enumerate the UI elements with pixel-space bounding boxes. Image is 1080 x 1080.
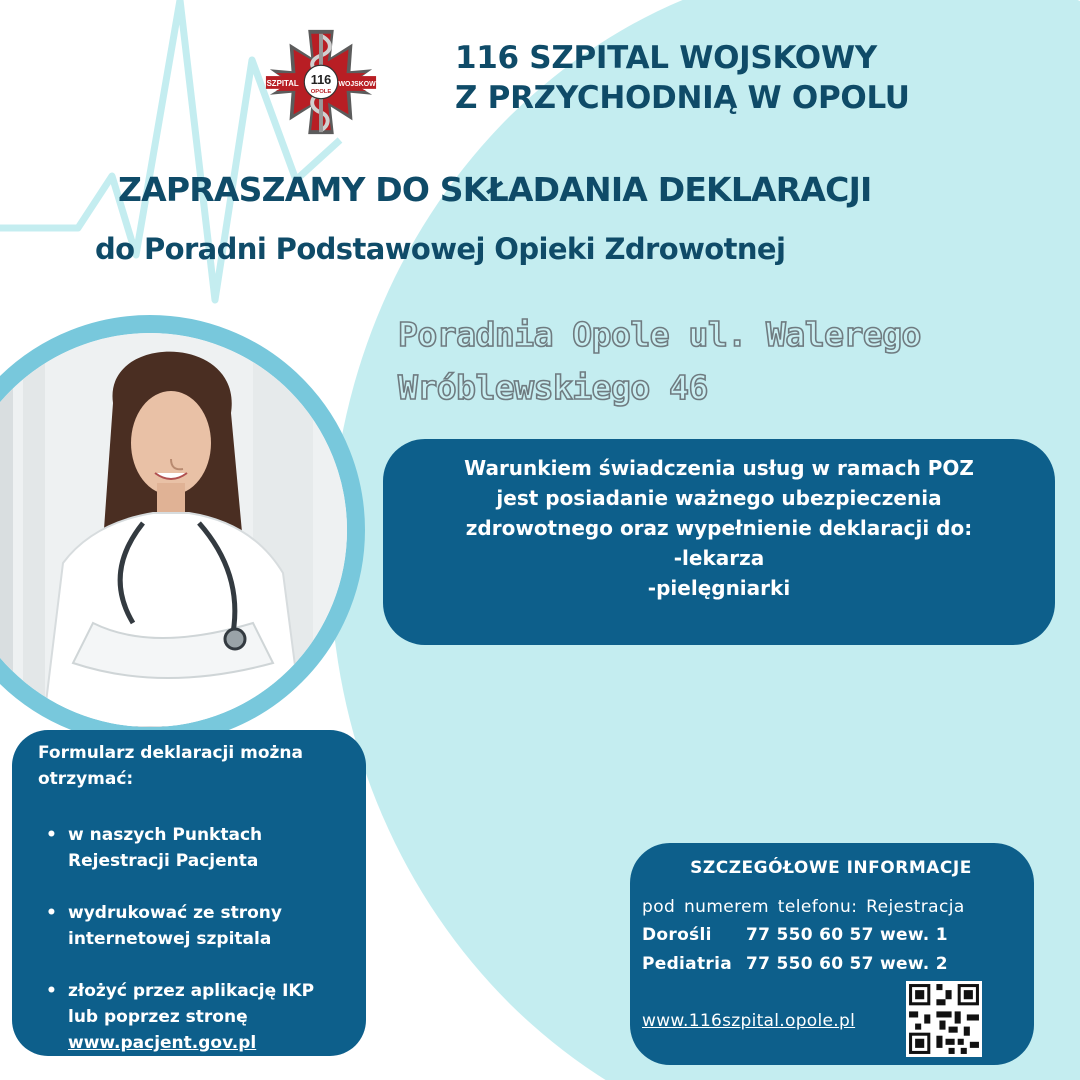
address-line2: Wróblewskiego 46 <box>398 368 708 407</box>
conditions-line1: Warunkiem świadczenia usług w ramach POZ <box>464 456 974 480</box>
list-item <box>46 822 348 874</box>
doctor-illustration <box>0 333 347 727</box>
form-options-list <box>38 822 348 1056</box>
list-item-line1: w naszych Punktach <box>68 825 263 845</box>
conditions-box <box>383 439 1055 645</box>
conditions-line2: jest posiadanie ważnego ubezpieczenia <box>496 486 942 510</box>
pacjent-gov-link[interactable]: www.pacjent.gov.pl <box>68 1033 257 1053</box>
logo-left-text: SZPITAL <box>266 78 299 88</box>
form-title-line1: Formularz deklaracji można <box>38 743 303 763</box>
pediatrics-phone[interactable]: 77 550 60 57 wew. 2 <box>746 954 948 974</box>
logo-right-text: WOJSKOWY <box>338 80 380 88</box>
adults-phone[interactable]: 77 550 60 57 wew. 1 <box>746 925 948 945</box>
form-box-title <box>38 740 348 792</box>
bullet-icon: • <box>46 903 57 923</box>
list-item <box>46 978 348 1056</box>
organization-title-line1: 116 SZPITAL WOJSKOWY <box>455 40 877 76</box>
bullet-icon: • <box>46 981 57 1001</box>
subheadline: do Poradni Podstawowej Opieki Zdrowotnej <box>95 232 786 266</box>
info-box-title: SZCZEGÓŁOWE INFORMACJE <box>690 858 972 878</box>
info-intro: pod numerem telefonu: Rejestracja <box>642 897 965 917</box>
organization-title <box>455 38 910 118</box>
bullet-icon: • <box>46 825 57 845</box>
list-item-line2: internetowej szpitala <box>68 929 272 949</box>
list-item-line1: złożyć przez aplikację IKP <box>68 981 315 1001</box>
conditions-line3: zdrowotnego oraz wypełnienie deklaracji do: <box>465 516 973 540</box>
form-title-line2: otrzymać: <box>38 769 134 789</box>
list-item-line1: wydrukować ze strony <box>68 903 282 923</box>
info-box <box>630 843 1034 1065</box>
list-item-line2: lub poprzez stronę <box>68 1007 248 1027</box>
conditions-line4: -lekarza <box>673 546 765 570</box>
logo-number: 116 <box>310 71 332 87</box>
hospital-website-link[interactable]: www.116szpital.opole.pl <box>642 1011 856 1031</box>
headline: ZAPRASZAMY DO SKŁADANIA DEKLARACJI <box>118 170 872 209</box>
pediatrics-phone-row <box>642 950 1020 979</box>
list-item-line2: Rejestracji Pacjenta <box>68 851 259 871</box>
organization-title-line2: Z PRZYCHODNIĄ W OPOLU <box>455 80 910 116</box>
conditions-line5: -pielęgniarki <box>647 576 791 600</box>
list-item <box>46 900 348 952</box>
declaration-form-box <box>12 730 366 1056</box>
pediatrics-label: Pediatria <box>642 954 732 974</box>
hospital-logo <box>262 22 380 140</box>
adults-phone-row <box>642 921 1020 950</box>
logo-bottom-text: OPOLE <box>310 88 332 95</box>
doctor-photo <box>0 315 365 745</box>
address-line1: Poradnia Opole ul. Walerego <box>398 315 921 354</box>
clinic-address <box>398 308 921 414</box>
adults-label: Dorośli <box>642 925 712 945</box>
qr-code-icon[interactable] <box>906 981 982 1057</box>
